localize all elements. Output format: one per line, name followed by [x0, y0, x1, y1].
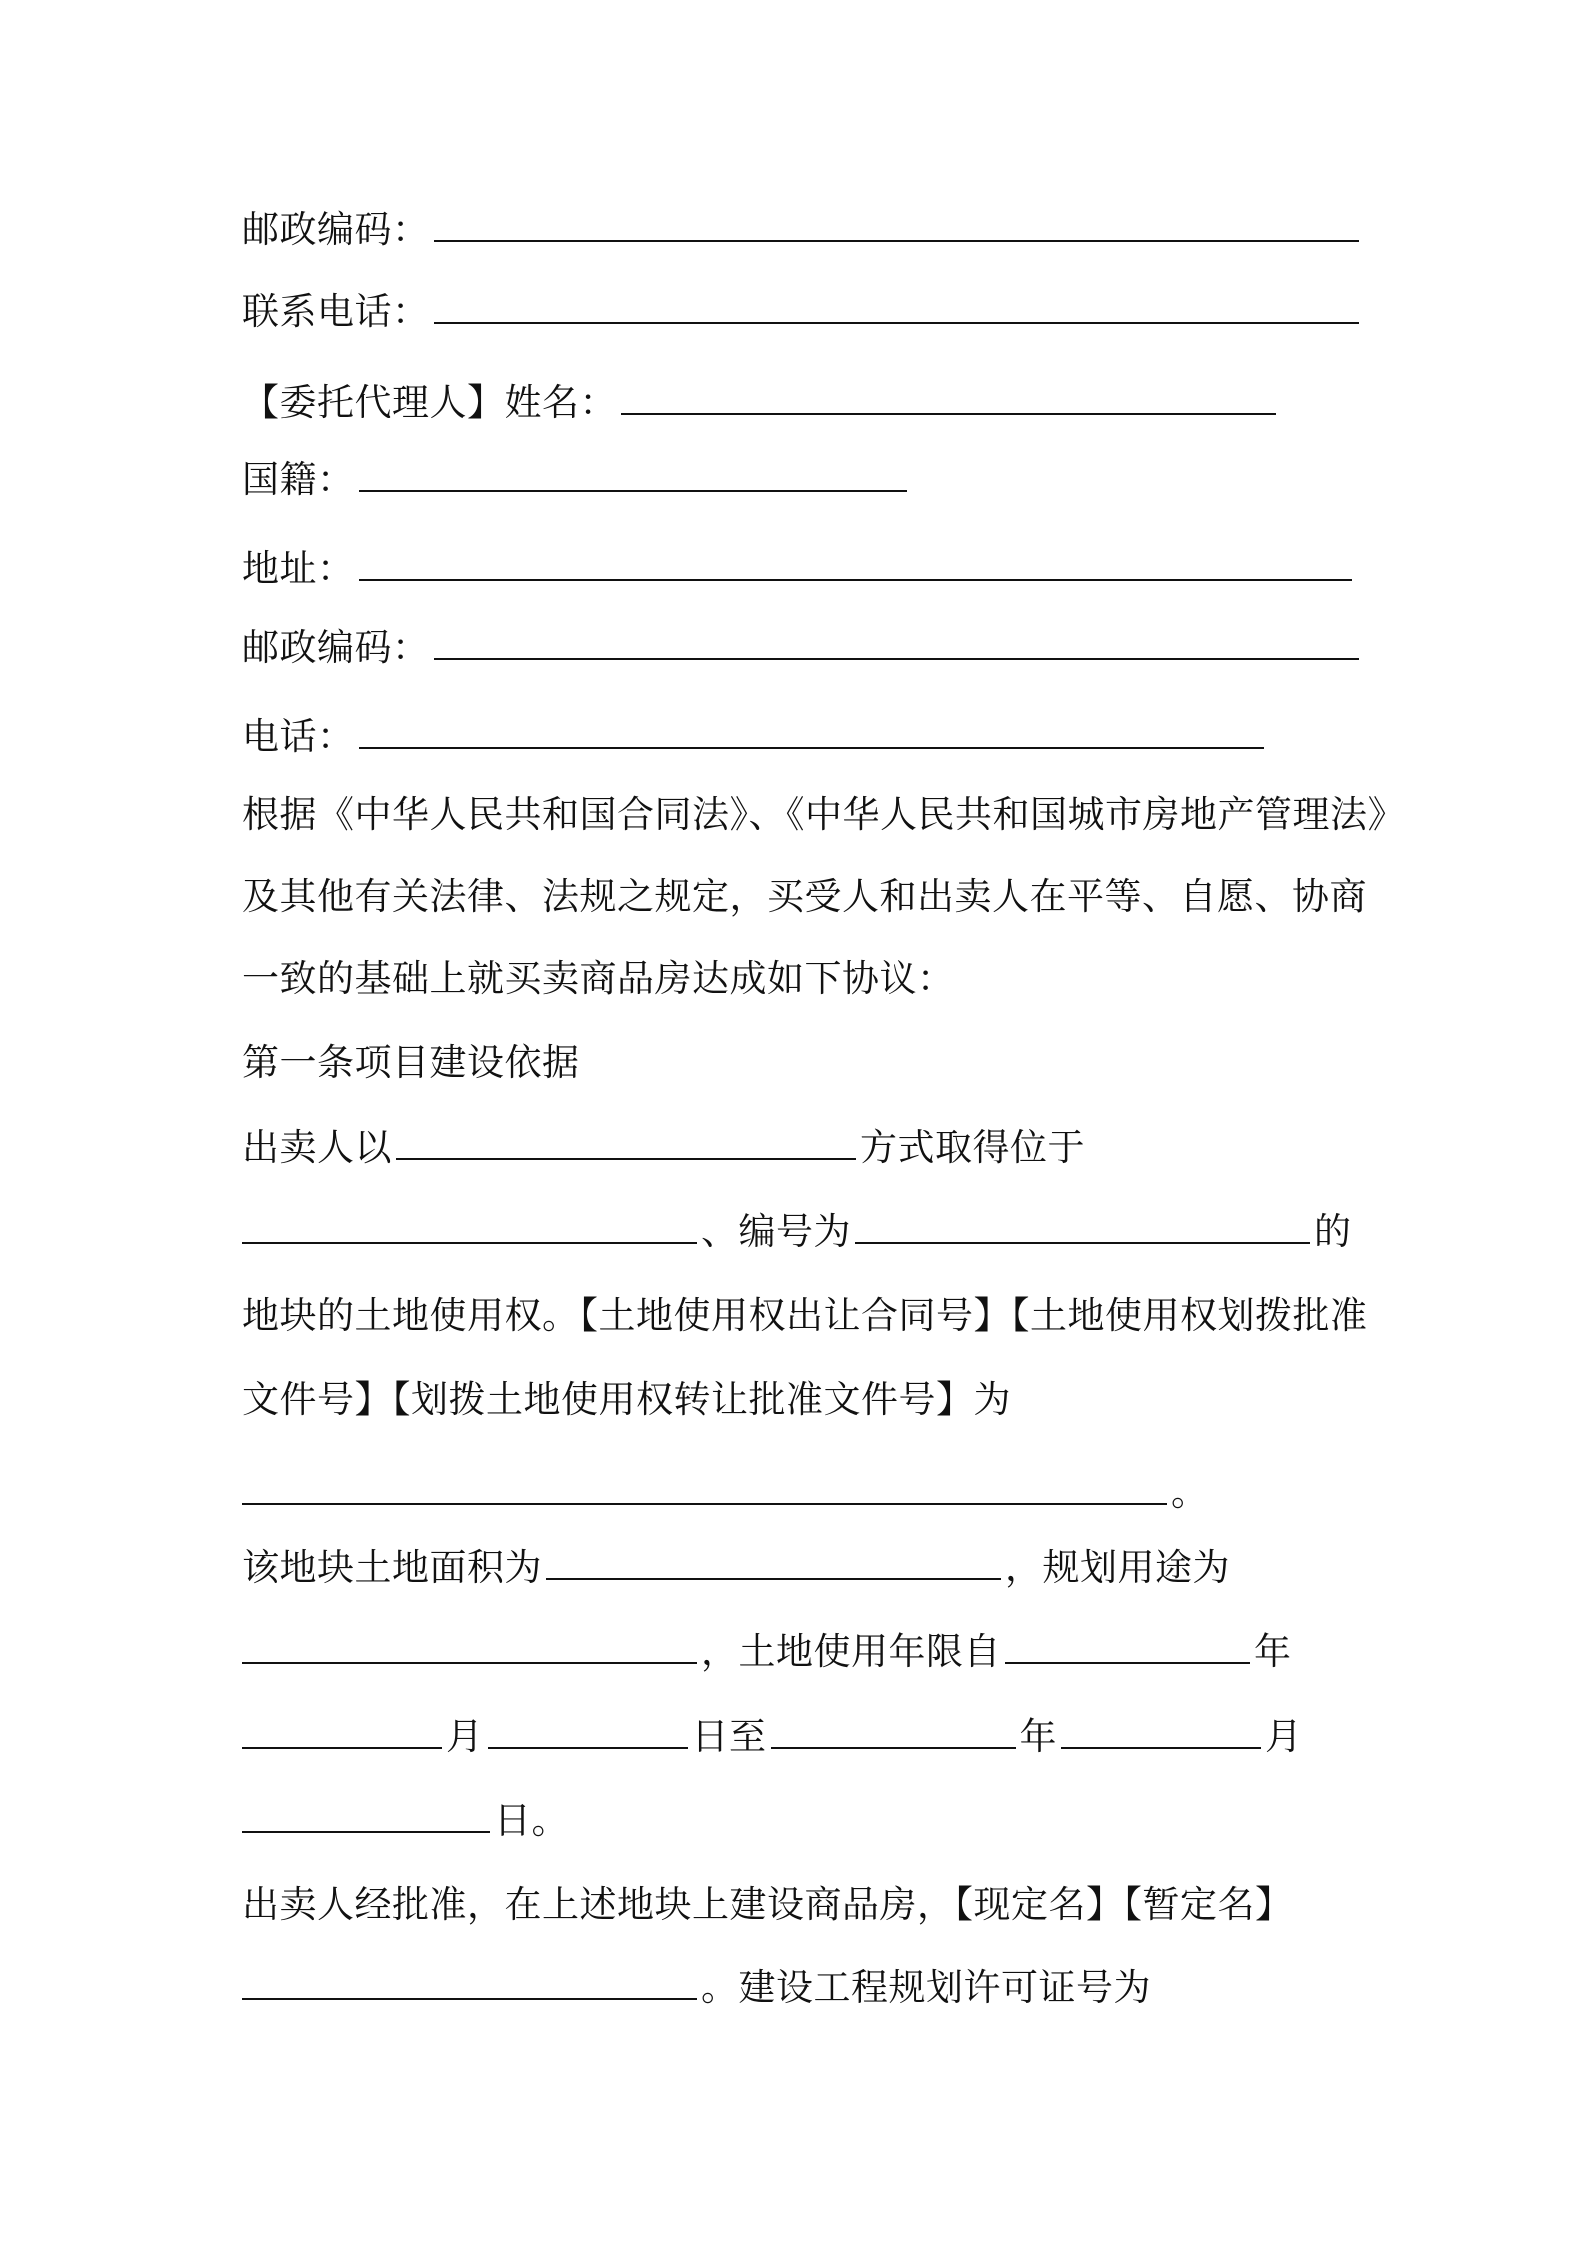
building-name-line: [242, 1963, 1151, 2013]
proxy-name-blank[interactable]: [621, 383, 1276, 415]
intro-line-1: 根据《中华人民共和国合同法》、《中华人民共和国城市房地产管理法》: [242, 793, 1405, 836]
land-location-blank[interactable]: [242, 1212, 697, 1244]
year-label-1: 年: [1254, 1630, 1292, 1673]
phone-line: [242, 712, 1268, 762]
number-mid: 、编号为: [701, 1210, 851, 1253]
use-right-line-2: 文件号】【划拨土地使用权转让批准文件号】为: [242, 1378, 1011, 1421]
end-month-blank[interactable]: [1061, 1717, 1261, 1749]
area-prefix: 该地块土地面积为: [242, 1546, 542, 1589]
postcode-line: [242, 623, 1363, 673]
contract-number-line: [242, 1468, 1209, 1518]
acquire-method-blank[interactable]: [396, 1128, 856, 1160]
address-blank[interactable]: [359, 549, 1352, 581]
period-end: 。: [1171, 1471, 1209, 1514]
area-mid: ，规划用途为: [1005, 1546, 1230, 1589]
address-line: [242, 544, 1356, 594]
proxy-name-line: [242, 378, 1280, 428]
building-name-blank[interactable]: [242, 1968, 697, 2000]
agent-phone-line: [242, 287, 1363, 337]
term-mid: ，土地使用年限自: [701, 1630, 1001, 1673]
use-right-line-1: 地块的土地使用权。【土地使用权出让合同号】【土地使用权划拨批准: [242, 1294, 1368, 1337]
postcode-label: 邮政编码：: [242, 626, 430, 669]
intro-line-2: 及其他有关法律、法规之规定，买受人和出卖人在平等、自愿、协商: [242, 875, 1367, 918]
land-acquire-line: [242, 1123, 1085, 1173]
phone-label: 电话：: [242, 715, 355, 758]
number-end: 的: [1314, 1210, 1352, 1253]
year-label-2: 年: [1019, 1715, 1057, 1758]
land-term-line: [242, 1627, 1292, 1677]
permit-suffix: 。建设工程规划许可证号为: [701, 1966, 1151, 2009]
day-to-label: 日至: [691, 1715, 767, 1758]
agent-postcode-line: [242, 205, 1363, 255]
building-line-1: 出卖人经批准，在上述地块上建设商品房，【现定名】【暂定名】: [242, 1883, 1293, 1926]
intro-line-3: 一致的基础上就买卖商品房达成如下协议：: [242, 957, 955, 1000]
land-area-blank[interactable]: [546, 1548, 1001, 1580]
nationality-label: 国籍：: [242, 458, 355, 501]
land-end-day-line: [242, 1796, 569, 1846]
start-month-blank[interactable]: [242, 1717, 442, 1749]
acquire-suffix: 方式取得位于: [860, 1126, 1085, 1169]
contract-number-blank[interactable]: [242, 1473, 1167, 1505]
agent-postcode-label: 邮政编码：: [242, 208, 430, 251]
planned-use-blank[interactable]: [242, 1632, 697, 1664]
land-number-blank[interactable]: [855, 1212, 1310, 1244]
start-year-blank[interactable]: [1005, 1632, 1250, 1664]
phone-blank[interactable]: [359, 717, 1264, 749]
month-label-2: 月: [1265, 1715, 1303, 1758]
land-area-line: [242, 1543, 1230, 1593]
nationality-blank[interactable]: [359, 460, 907, 492]
land-date-line: [242, 1712, 1303, 1762]
land-number-line: [242, 1207, 1352, 1257]
nationality-line: [242, 455, 911, 505]
proxy-name-label: 【委托代理人】姓名：: [242, 381, 617, 424]
agent-phone-label: 联系电话：: [242, 290, 430, 333]
postcode-blank[interactable]: [434, 628, 1359, 660]
agent-postcode-blank[interactable]: [434, 210, 1359, 242]
acquire-prefix: 出卖人以: [242, 1126, 392, 1169]
end-year-blank[interactable]: [771, 1717, 1016, 1749]
start-day-blank[interactable]: [488, 1717, 688, 1749]
article-1-title: 第一条项目建设依据: [242, 1041, 580, 1084]
day-end-label: 日。: [494, 1799, 569, 1842]
address-label: 地址：: [242, 547, 355, 590]
month-label-1: 月: [446, 1715, 484, 1758]
end-day-blank[interactable]: [242, 1801, 490, 1833]
agent-phone-blank[interactable]: [434, 292, 1359, 324]
